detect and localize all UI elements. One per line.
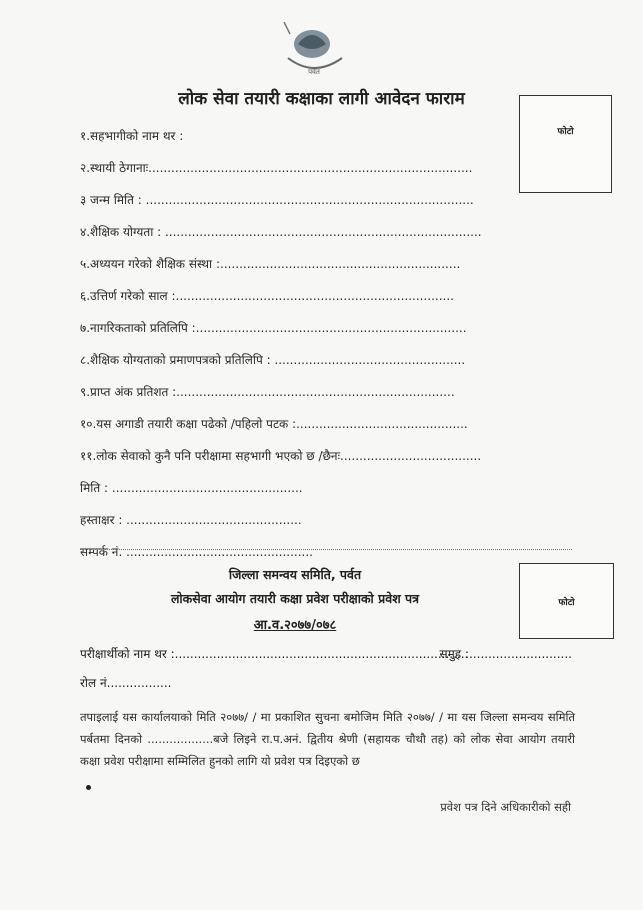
admit-photo-label: फोटो [558,597,575,608]
field-institution[interactable]: ५.अध्ययन गरेको शैक्षिक संस्था :............................................................... [80,257,461,271]
field-roll-number[interactable]: रोल नं................. [80,676,172,690]
form-title: लोक सेवा तयारी कक्षाका लागी आवेदन फाराम [178,89,465,109]
admit-card-heading: लोकसेवा आयोग तयारी कक्षा प्रवेश परीक्षाको प्रवेश पत्र [170,591,420,606]
cut-line-divider [80,549,572,550]
photo-label: फोटो [557,127,574,137]
field-signature[interactable]: हस्ताक्षर : .............................................. [80,513,302,527]
field-examinee-name[interactable]: परीक्षार्थीको नाम थर :............................................................................. [80,647,469,661]
field-contact[interactable]: सम्पर्क नं. ................................................. [80,545,313,559]
svg-text:पर्वत: पर्वत [308,68,320,76]
field-permanent-address[interactable]: २.स्थायी ठेगानाः..................................................................................... [80,161,473,175]
field-certificate-copy[interactable]: ८.शैक्षिक योग्यताको प्रमाणपत्रको प्रतिलिपि : .................................................. [80,353,466,367]
photo-box [519,95,612,193]
applicant-fields [80,126,520,574]
field-date[interactable]: मिति : .................................................. [80,481,303,495]
field-previous-class[interactable]: १०.यस अगाडी तयारी कक्षा पढेको /पहिलो पटक :............................................. [80,417,468,431]
field-birth-date[interactable]: ३ जन्म मिति : ...................................................................................... [80,193,474,207]
field-citizenship-copy[interactable]: ७.नागरिकताको प्रतिलिपि :....................................................................... [80,321,467,335]
field-passed-year[interactable]: ६.उत्तिर्ण गरेको साल :......................................................................... [80,289,454,303]
field-previous-exam[interactable]: ११.लोक सेवाको कुनै पनि परीक्षामा सहभागी भएको छ /छैनः..................................... [80,449,482,463]
field-group[interactable]: समुह :........................... [439,647,572,661]
field-qualification[interactable]: ४.शैक्षिक योग्यता : ................................................................................... [80,225,482,239]
fiscal-year: आ.व.२०७७/०७८ [253,618,337,633]
admit-photo-box [519,563,614,639]
field-percentage[interactable]: ९.प्राप्त अंक प्रतिशत :......................................................................... [80,385,455,399]
examinee-row [80,645,572,662]
office-name: जिल्ला समन्वय समिति, पर्वत [228,567,362,582]
bullet-dot [86,785,91,790]
authority-signature-label: प्रवेश पत्र दिने अधिकारीको सही [440,800,571,814]
field-name[interactable]: १.सहभागीको नाम थर : [80,129,184,143]
government-seal-icon [268,14,360,86]
admit-paragraph: तपाइलाई यस कार्यालयाको मिति २०७७/ / मा प्रकाशित सुचना बमोजिम मिति २०७७/ / मा यस जिल्ला समन्वय समिति पर्बतमा दिनको ..................बजे लिइने रा.प.अनं. द्वितीय श्रेणी (सहायक चौथौ तह) को लोक सेवा आयोग तयारी कक्षा प्रवेश परीक्षामा सम्मिलित हुनको लागि यो प्रवेश पत्र दिइएको छ [80,710,575,768]
